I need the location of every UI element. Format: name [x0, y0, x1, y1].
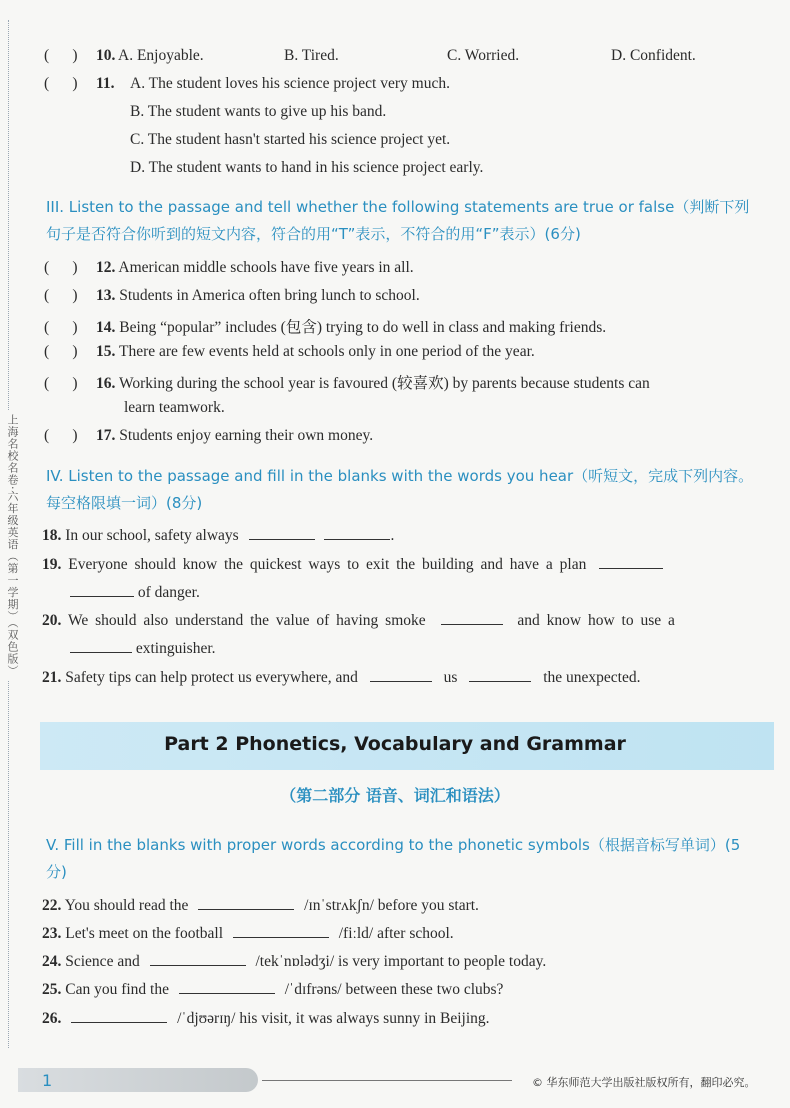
q10-option-b: B. Tired.	[284, 47, 339, 64]
phonetic-symbol: /fiːld/	[338, 925, 374, 942]
fill-blank[interactable]	[150, 953, 246, 966]
question-23: 23. Let's meet on the football /fiːld/ after school.	[42, 925, 454, 942]
question-24: 24. Science and /tekˈnɒlədʒi/ is very important to people today.	[42, 953, 547, 970]
q11-option-c: C. The student hasn't started his science project yet.	[130, 131, 451, 148]
question-20-continued: extinguisher.	[70, 640, 216, 658]
question-10: ( ) 10.	[44, 47, 116, 64]
question-16: ( ) 16. Working during the school year is favoured (较喜欢) by parents because students can	[44, 375, 650, 392]
phonetic-symbol: /ˈdjʊərɪŋ/	[177, 1010, 236, 1027]
question-19-continued: of danger.	[70, 584, 200, 602]
footer-bar	[18, 1068, 258, 1092]
part-2-title: Part 2 Phonetics, Vocabulary and Grammar	[164, 733, 626, 755]
copyright-notice: © 华东师范大学出版社版权所有，翻印必究。	[532, 1076, 756, 1089]
section-5-title: V. Fill in the blanks with proper words according to the phonetic symbols（根据音标写单词）(5分)	[46, 836, 741, 881]
question-22: 22. You should read the /ɪnˈstrʌkʃn/ before you start.	[42, 897, 479, 914]
answer-paren[interactable]: ( )	[44, 287, 78, 304]
question-18: 18. In our school, safety always .	[42, 527, 395, 544]
section-4-title: IV. Listen to the passage and fill in the blanks with the words you hear（听短文，完成下列内容。每空格限填一词）(8分)	[46, 467, 754, 512]
answer-paren[interactable]: ( )	[44, 47, 78, 64]
answer-paren[interactable]: ( )	[44, 343, 78, 360]
answer-paren[interactable]: ( )	[44, 319, 78, 336]
q11-option-b: B. The student wants to give up his band.	[130, 103, 387, 120]
question-12: ( ) 12. American middle schools have five years in all.	[44, 259, 414, 276]
question-13: ( ) 13. Students in America often bring lunch to school.	[44, 287, 420, 304]
fill-blank[interactable]	[599, 556, 663, 569]
phonetic-symbol: /ˈdɪfrəns/	[284, 981, 342, 998]
fill-blank[interactable]	[70, 640, 132, 653]
question-26: 26. /ˈdjʊərɪŋ/ his visit, it was always sunny in Beijing.	[42, 1010, 490, 1027]
answer-paren[interactable]: ( )	[44, 427, 78, 444]
q10-option-a: A. Enjoyable.	[118, 47, 204, 64]
page-number: 1	[42, 1071, 53, 1090]
fill-blank[interactable]	[179, 981, 275, 994]
question-20: 20. We should also understand the value of having smoke and know how to use a	[42, 612, 675, 629]
answer-paren[interactable]: ( )	[44, 75, 78, 92]
question-14: ( ) 14. Being “popular” includes (包含) trying to do well in class and making friends.	[44, 319, 607, 336]
fill-blank[interactable]	[233, 925, 329, 938]
fill-blank[interactable]	[198, 897, 294, 910]
book-side-label: 上海名校名卷·六年级英语（第一学期）（双色版）	[2, 410, 20, 681]
part-2-subtitle: （第二部分 语音、词汇和语法）	[280, 786, 510, 805]
footer-rule	[262, 1080, 512, 1081]
fill-blank[interactable]	[469, 669, 531, 682]
q11-option-d: D. The student wants to hand in his science project early.	[130, 159, 484, 176]
phonetic-symbol: /ɪnˈstrʌkʃn/	[304, 897, 374, 914]
answer-paren[interactable]: ( )	[44, 375, 78, 392]
question-19: 19. Everyone should know the quickest ways to exit the building and have a plan	[42, 556, 663, 574]
question-11: ( ) 11.	[44, 75, 115, 92]
q11-option-a: A. The student loves his science project very much.	[130, 75, 450, 92]
fill-blank[interactable]	[249, 527, 315, 540]
fill-blank[interactable]	[324, 527, 390, 540]
question-16-continued: learn teamwork.	[124, 399, 225, 416]
fill-blank[interactable]	[370, 669, 432, 682]
q10-option-d: D. Confident.	[611, 47, 696, 64]
fill-blank[interactable]	[71, 1010, 167, 1023]
phonetic-symbol: /tekˈnɒlədʒi/	[255, 953, 335, 970]
section-3-title: III. Listen to the passage and tell whether the following statements are true or false（判断下列句子是否符合你听到的短文内容，符合的用“T”表示，不符合的用“F”表示）(6分)	[46, 198, 750, 243]
fill-blank[interactable]	[441, 612, 503, 625]
q10-option-c: C. Worried.	[447, 47, 520, 64]
fill-blank[interactable]	[70, 584, 134, 597]
answer-paren[interactable]: ( )	[44, 259, 78, 276]
question-21: 21. Safety tips can help protect us everywhere, and us the unexpected.	[42, 669, 641, 686]
question-25: 25. Can you find the /ˈdɪfrəns/ between these two clubs?	[42, 981, 504, 998]
question-17: ( ) 17. Students enjoy earning their own money.	[44, 427, 374, 444]
question-15: ( ) 15. There are few events held at schools only in one period of the year.	[44, 343, 535, 360]
